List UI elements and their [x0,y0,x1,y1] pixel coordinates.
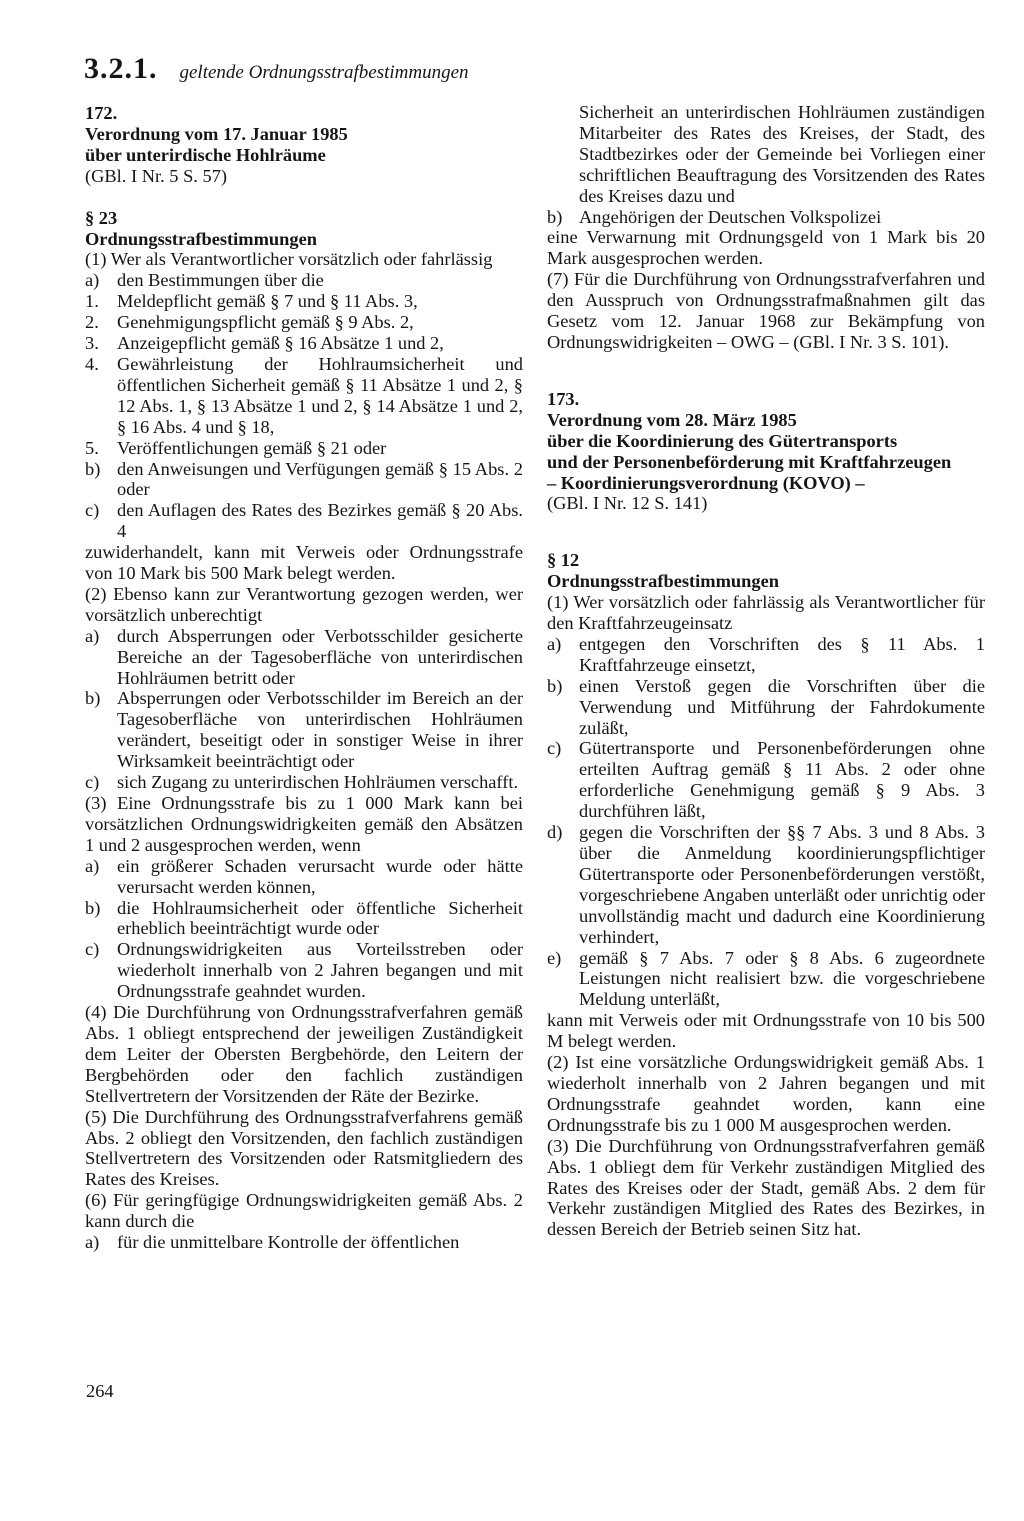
list-label: a) [85,625,100,646]
list-label: a) [85,1232,100,1253]
section-header [84,52,469,86]
list-text: die Hohlraumsicherheit oder öffentliche Sicherheit erheblich beeinträchtigt wurde oder [117,897,523,939]
list-item [547,207,985,228]
page-number: 264 [86,1381,114,1401]
list-item [547,822,985,947]
list-label: c) [547,738,562,759]
list-text: sich Zugang zu unterirdischen Hohlräumen verschafft. [117,772,519,793]
list-item [547,634,985,676]
subsection-6-close: eine Verwarnung mit Ordnungsgeld von 1 Mark bis 20 Mark ausgesprochen werden. [547,227,985,269]
list-item [547,676,985,739]
list-item-continued [547,102,985,207]
list-item [85,1232,523,1253]
list-label: b) [547,675,563,696]
subsection-3-intro: (3) Eine Ordnungsstrafe bis zu 1 000 Mark kann bei vorsätzlichen Ordnungswidrigkeiten gemäß den Absätzen 1 und 2 ausgesprochen werden, wenn [85,793,523,855]
subsection-2: (2) Ist eine vorsätzliche Ordungswidrigkeit gemäß Abs. 1 wiederholt innerhalb von 2 Jahren begangen und mit Ordnungsstrafe geahndet worden, kann eine Ordnungsstrafe bis zu 1 000 M ausgesprochen werden. [547,1052,985,1135]
list-item [85,688,523,772]
list-text: gegen die Vorschriften der §§ 7 Abs. 3 und 8 Abs. 3 über die Anmeldung koordinierungspflichtiger Gütertransporte oder Personenbeförderungen verstößt, vorgeschriebene Angaben unterläßt oder unrichtig oder unvollständig macht und dadurch eine Koordinierung verhindert, [579,822,985,947]
list-text: einen Verstoß gegen die Vorschriften über die Verwendung und Mitführung der Fahrdokumente zuläßt, [579,675,985,738]
list-label: 5. [85,437,99,458]
list-text: Anzeigepflicht gemäß § 16 Absätze 1 und 2, [117,333,444,354]
paragraph-number: § 12 [547,550,580,571]
list-text: den Bestimmungen über die [117,270,324,291]
list-label: b) [547,206,563,227]
list-item [85,333,523,354]
list-label: a) [85,855,100,876]
subsection-7: (7) Für die Durchführung von Ordnungsstrafverfahren und den Ausspruch von Ordnungsstrafmaßnahmen gilt das Gesetz vom 12. Januar 1968 zur Bekämpfung von Ordnungswidrigkeiten – OWG – (GBl. I Nr. 3 S. 101). [547,269,985,352]
left-column [85,103,523,1253]
section-number: 3.2.1. [84,52,158,85]
list-text: gemäß § 7 Abs. 7 oder § 8 Abs. 6 zugeordnete Leistungen nicht realisiert bzw. die vorgeschriebene Meldung unterläßt, [579,947,985,1010]
list-label: c) [85,500,100,521]
list-item [85,459,523,501]
list-text: Veröffentlichungen gemäß § 21 oder [117,437,387,458]
list-label: d) [547,822,563,843]
list-label: 2. [85,312,99,333]
list-item [85,438,523,459]
list-text: entgegen den Vorschriften des § 11 Abs. 1 Kraftfahrzeuge einsetzt, [579,633,985,675]
regulation-subject: und der Personenbeförderung mit Kraftfahrzeugen [547,451,952,472]
paragraph-title: Ordnungsstrafbestimmungen [85,228,317,249]
regulation-number: 172. [85,103,118,123]
subsection-1-intro: (1) Wer vorsätzlich oder fahrlässig als Verantwortlicher für den Kraftfahrzeugeinsatz [547,592,985,634]
list-label: 3. [85,333,99,354]
list-label: b) [85,458,101,479]
list-label: a) [547,633,562,654]
list-text: den Anweisungen und Verfügungen gemäß § 15 Abs. 2 oder [117,458,523,500]
list-label: b) [85,897,101,918]
list-label: b) [85,688,101,709]
subsection-2-intro: (2) Ebenso kann zur Verantwortung gezogen werden, wer vorsätzlich unberechtigt [85,583,523,625]
list-label: c) [85,939,100,960]
list-label: a) [85,270,100,291]
list-text: für die unmittelbare Kontrolle der öffentlichen [117,1232,460,1253]
list-text: Meldepflicht gemäß § 7 und § 11 Abs. 3, [117,291,418,312]
regulation-title: Verordnung vom 28. März 1985 [547,409,797,430]
list-item [85,500,523,542]
regulation-subject: über unterirdische Hohlräume [85,144,326,165]
list-label: 4. [85,353,99,374]
list-text: ein größerer Schaden verursacht wurde oder hätte verursacht werden können, [117,855,523,897]
list-item [547,948,985,1011]
list-item [85,939,523,1002]
list-label: e) [547,947,562,968]
list-text: Gütertransporte und Personenbeförderungen ohne erteilten Auftrag gemäß § 11 Abs. 2 oder ohne erforderliche Genehmigung gemäß § 9 Abs. 3 durchführen läßt, [579,738,985,822]
regulation-source: (GBl. I Nr. 5 S. 57) [85,165,228,186]
list-item [85,856,523,898]
list-text: Sicherheit an unterirdischen Hohlräumen zuständigen Mitarbeiter des Rates des Kreises, der Stadt, des Stadtbezirkes oder der Gemeinde bei Vorliegen einer schriftlichen Beauftragung des Vorsitzenden des Rates des Kreises dazu und [579,102,985,206]
paragraph-number: § 23 [85,207,118,228]
list-item [85,772,523,793]
paragraph-title: Ordnungsstrafbestimmungen [547,571,779,592]
list-label: c) [85,772,100,793]
list-item [85,898,523,940]
subsection-5: (5) Die Durchführung des Ordnungsstrafverfahrens gemäß Abs. 2 obliegt den Vorsitzenden, den fachlich zuständigen Stellvertretern des Vorsitzenden oder Ratsmitgliedern des Rates des Kreises. [85,1106,523,1190]
list-text: Absperrungen oder Verbotsschilder im Bereich an der Tagesoberfläche von unterirdischen Hohlräumen verändert, beseitigt oder in sonstiger Weise in ihrer Wirksamkeit beeinträchtigt oder [117,688,523,772]
right-column [547,102,985,1240]
list-item [547,738,985,822]
list-text: Genehmigungspflicht gemäß § 9 Abs. 2, [117,312,414,333]
subsection-3: (3) Die Durchführung von Ordnungsstrafverfahren gemäß Abs. 1 obliegt dem für Verkehr zuständigen Mitglied des Rates des Kreises oder der Stadt, gemäß Abs. 2 dem für Verkehr zuständigen Mitglied des Rates des Bezirkes, in dessen Bereich der Betrieb seinen Sitz hat. [547,1135,985,1240]
list-item [85,291,523,312]
list-text: Angehörigen der Deutschen Volkspolizei [579,206,882,227]
list-text: Gewährleistung der Hohlraumsicherheit und öffentlichen Sicherheit gemäß § 11 Absätze 1 und 2, § 12 Abs. 1, § 13 Absätze 1 und 2, § 14 Absätze 1 und 2, § 16 Abs. 4 und § 18, [117,353,523,437]
list-item [85,354,523,438]
section-title: geltende Ordnungsstrafbestimmungen [179,62,469,83]
subsection-1-intro: (1) Wer als Verantwortlicher vorsätzlich oder fahrlässig [85,249,493,270]
list-label: 1. [85,291,99,312]
list-item [85,312,523,333]
regulation-title: Verordnung vom 17. Januar 1985 [85,123,348,144]
list-text: durch Absperrungen oder Verbotsschilder gesicherte Bereiche an der Tagesoberfläche von unterirdischen Hohlräumen betritt oder [117,625,523,688]
regulation-subject: über die Koordinierung des Gütertransports [547,430,898,451]
list-text: den Auflagen des Rates des Bezirkes gemäß § 20 Abs. 4 [117,500,523,542]
regulation-short-name: – Koordinierungsverordnung (KOVO) – [547,472,865,493]
list-text: Ordnungswidrigkeiten aus Vorteilsstreben oder wiederholt innerhalb von 2 Jahren begangen und mit Ordnungsstrafe geahndet wurden. [117,939,523,1002]
subsection-1-close: zuwiderhandelt, kann mit Verweis oder Ordnungsstrafe von 10 Mark bis 500 Mark belegt werden. [85,542,523,584]
list-item [85,270,523,291]
subsection-6-intro: (6) Für geringfügige Ordnungswidrigkeiten gemäß Abs. 2 kann durch die [85,1190,523,1232]
regulation-source: (GBl. I Nr. 12 S. 141) [547,493,708,514]
list-item [85,626,523,689]
regulation-number: 173. [547,388,580,409]
subsection-4: (4) Die Durchführung von Ordnungsstrafverfahren gemäß Abs. 1 obliegt entsprechend der jeweiligen Zuständigkeit dem Leiter der Obersten Bergbehörde, den Leitern der Bergbehörden oder den fachlich zuständigen Stellvertretern der Vorsitzenden der Räte der Bezirke. [85,1002,523,1106]
subsection-1-close: kann mit Verweis oder mit Ordnungsstrafe von 10 bis 500 M belegt werden. [547,1010,985,1052]
